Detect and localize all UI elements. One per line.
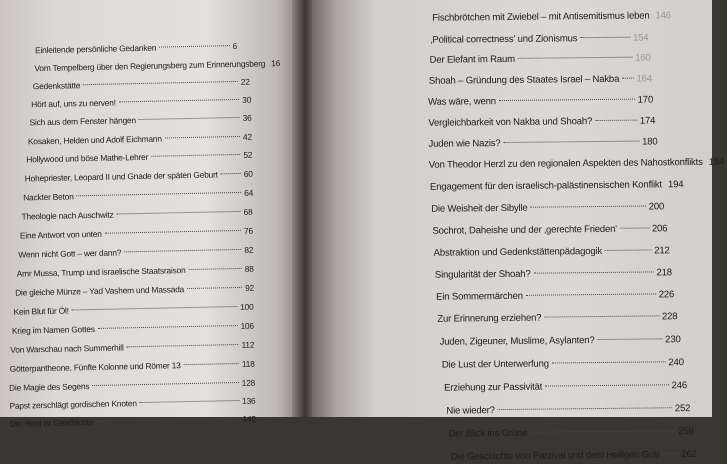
toc-entry: [434, 245, 670, 258]
toc-entry-title: Einleitende persönliche Gedanken: [35, 43, 156, 56]
toc-entry-title: Erziehung zur Passivität: [444, 382, 542, 394]
toc-entry-page: 228: [662, 311, 678, 322]
toc-entry: [446, 403, 690, 417]
toc-entry-title: Engagement für den israelisch-palästinensischen Konflikt: [430, 179, 662, 192]
toc-entry-page: 164: [636, 73, 652, 84]
toc-entry: [444, 380, 687, 394]
toc-entry: [451, 449, 697, 463]
toc-entry: [15, 283, 254, 298]
toc-entry-page: 42: [243, 132, 252, 142]
toc-entry-title: Shoah – Gründung des Staates Israel – Nakba: [429, 74, 619, 87]
toc-entry: [23, 188, 253, 203]
toc-entry-title: Sich aus dem Fenster hängen: [29, 115, 136, 127]
toc-entry-title: Theologie nach Auschwitz: [21, 210, 113, 222]
toc-entry: [429, 73, 652, 86]
left-page: [0, 0, 296, 417]
toc-entry-page: 82: [244, 245, 253, 255]
toc-entry-title: Wenn nicht Gott – wer dann?: [18, 247, 121, 259]
toc-entry: [21, 207, 252, 222]
dot-leader: [544, 315, 659, 317]
toc-entry-page: 240: [668, 357, 684, 368]
dot-leader: [77, 192, 242, 196]
toc-entry-page: 262: [681, 449, 697, 460]
toc-entry: [9, 396, 255, 411]
toc-entry-page: 118: [242, 359, 255, 369]
toc-entry-page: 218: [656, 267, 672, 278]
toc-entry-page: 246: [672, 380, 688, 391]
dot-leader: [498, 407, 672, 410]
dot-leader: [531, 206, 646, 208]
toc-entry-title: Kosaken, Helden und Adolf Eichmann: [28, 134, 162, 147]
toc-entry-title: Abstraktion und Gedenkstättenpädagogik: [434, 246, 603, 259]
dot-leader: [499, 99, 635, 101]
toc-entry-title: Hört auf, uns zu nerven!: [31, 98, 116, 110]
dot-leader: [159, 45, 229, 47]
toc-entry-page: 206: [652, 223, 668, 234]
toc-entry-title: Fischbrötchen mit Zwiebel – mit Antisemitismus leben: [432, 10, 649, 23]
toc-entry-page: 6: [232, 41, 237, 51]
dot-leader: [98, 325, 238, 329]
toc-entry-page: 252: [675, 403, 691, 414]
toc-entry-title: Juden, Zigeuner, Muslime, Asylanten?: [440, 335, 595, 348]
toc-entry-title: Juden wie Nazis?: [428, 138, 500, 150]
toc-entry-title: Die Magie des Segens: [9, 381, 89, 393]
toc-entry: [31, 95, 251, 110]
toc-entry-page: 60: [244, 169, 253, 179]
toc-entry: [440, 334, 681, 348]
toc-entry-title: Ein Sommermärchen: [436, 291, 523, 303]
toc-entry-title: Singularität der Shoah?: [435, 269, 531, 281]
toc-entry: [428, 115, 655, 128]
toc-entry-title: Kein Blut für Öl!: [13, 306, 68, 317]
toc-entry-page: 194: [668, 179, 684, 190]
table-of-contents-left: [0, 0, 305, 417]
toc-entry: [20, 226, 253, 241]
toc-entry-title: Krieg im Namen Gottes: [12, 324, 95, 336]
toc-entry-page: 88: [245, 264, 254, 274]
toc-entry-page: 184: [709, 157, 725, 168]
toc-entry: [436, 289, 674, 302]
dot-leader: [518, 57, 632, 59]
toc-entry: [430, 179, 662, 192]
toc-entry-page: 136: [242, 396, 256, 406]
toc-entry-page: 230: [665, 334, 681, 345]
dot-leader: [127, 344, 239, 347]
toc-entry: [12, 321, 254, 336]
toc-entry: [10, 340, 254, 355]
dot-leader: [622, 78, 633, 79]
toc-entry-page: 180: [642, 136, 658, 147]
dot-leader: [662, 453, 678, 454]
toc-entry: [448, 426, 693, 440]
toc-entry-page: 36: [242, 113, 251, 123]
dot-leader: [184, 363, 239, 365]
table-of-contents-right: [312, 0, 716, 417]
toc-entry-title: Die gleiche Münze – Yad Vashem und Massada: [15, 284, 184, 298]
toc-entry: [442, 357, 684, 371]
dot-leader: [188, 268, 241, 270]
toc-entry-title: Sochrot, Daheishe und der ‚gerechte Frieden': [432, 224, 617, 237]
toc-entry-page: 146: [655, 10, 671, 21]
dot-leader: [580, 37, 630, 39]
toc-entry: [33, 77, 250, 92]
toc-entry-page: 22: [241, 77, 250, 87]
dot-leader: [503, 141, 639, 143]
toc-entry: [435, 267, 672, 280]
toc-entry-page: 76: [244, 226, 253, 236]
toc-entry: [26, 150, 252, 165]
toc-entry: [18, 245, 253, 260]
toc-entry-page: 160: [635, 52, 651, 63]
toc-entry-title: Zur Erinnerung erziehen?: [437, 313, 541, 325]
dot-leader: [221, 173, 241, 174]
toc-entry-page: 200: [649, 201, 665, 212]
toc-entry: [432, 223, 667, 236]
toc-entry: [428, 94, 653, 107]
toc-entry-page: 64: [244, 188, 253, 198]
dot-leader: [545, 384, 668, 386]
toc-entry: [437, 311, 677, 325]
dot-leader: [117, 211, 241, 215]
dot-leader: [526, 293, 656, 295]
dot-leader: [620, 227, 649, 228]
toc-entry-title: Der Blick ins Grüne: [448, 428, 527, 440]
dot-leader: [83, 81, 238, 85]
toc-entry-page: 174: [640, 115, 656, 126]
dot-leader: [92, 382, 238, 386]
toc-entry-title: Der Elefant im Raum: [430, 54, 515, 66]
toc-entry-page: 100: [240, 302, 254, 312]
dot-leader: [187, 287, 242, 289]
dot-leader: [597, 338, 662, 340]
toc-entry-title: Eine Antwort von unten: [20, 229, 102, 241]
toc-entry-page: 170: [638, 94, 654, 105]
toc-entry-title: Die Weisheit der Sibylle: [431, 203, 527, 215]
toc-entry-page: 258: [678, 426, 694, 437]
toc-entry-title: Hohepriester, Leopard II und Gnade der späten Geburt: [25, 169, 218, 183]
toc-entry: [35, 41, 237, 55]
toc-entry: [430, 52, 651, 65]
toc-entry-title: ‚Political correctness' und Zionismus: [430, 33, 577, 46]
toc-entry-page: 106: [240, 321, 254, 331]
dot-leader: [534, 271, 654, 273]
toc-entry-title: Die Lust der Unterwerfung: [442, 359, 549, 371]
toc-entry: [29, 113, 251, 128]
toc-entry-title: Nackter Beton: [23, 191, 74, 202]
toc-entry-page: 154: [633, 32, 649, 43]
toc-entry: [17, 264, 254, 279]
dot-leader: [72, 306, 237, 310]
toc-entry-title: Papst zerschlägt gordischen Knoten: [9, 398, 136, 411]
toc-entry-title: Vergleichbarkeit von Nakba und Shoah?: [428, 116, 592, 129]
dot-leader: [151, 154, 240, 157]
toc-entry-page: 52: [243, 150, 252, 160]
toc-entry-title: Hollywood und böse Mathe-Lehrer: [26, 152, 148, 165]
toc-entry-title: Der Rest ist Geschichte: [10, 417, 94, 429]
dot-leader: [105, 230, 241, 234]
dot-leader: [140, 400, 239, 403]
toc-entry-page: 68: [243, 207, 252, 217]
toc-entry: [34, 59, 247, 73]
dot-leader: [530, 430, 675, 433]
dot-leader: [96, 418, 239, 422]
toc-entry-title: Götterpantheone, Fünfte Kolonne und Römer 13: [10, 360, 181, 374]
toc-entry: [10, 359, 255, 374]
dot-leader: [595, 120, 637, 121]
toc-entry-page: 112: [241, 340, 254, 350]
toc-entry: [428, 136, 657, 149]
dot-leader: [119, 99, 239, 103]
toc-entry-title: Gedenkstätte: [33, 80, 81, 91]
toc-entry-page: 142: [242, 414, 256, 424]
dot-leader: [139, 117, 240, 120]
toc-entry-page: 128: [242, 378, 256, 388]
toc-entry: [28, 132, 252, 147]
toc-entry: [9, 378, 255, 393]
toc-entry: [432, 11, 646, 24]
toc-entry: [13, 302, 253, 317]
toc-entry-title: Die Geschichte von Parzival und dem Heiligen Gral: [451, 449, 659, 462]
toc-entry-title: Von Theodor Herzl zu den regionalen Aspekten des Nahostkonflikts: [429, 157, 703, 171]
toc-entry-page: 226: [659, 289, 675, 300]
toc-entry-title: Vom Tempelberg über den Regierungsberg zum Erinnerungsberg: [34, 58, 265, 73]
toc-entry-title: Was wäre, wenn: [428, 96, 496, 108]
right-page: [312, 0, 712, 417]
toc-entry-page: 212: [654, 245, 670, 256]
toc-entry-page: 92: [245, 283, 254, 293]
toc-entry: [430, 32, 648, 45]
dot-leader: [552, 361, 666, 363]
toc-entry-title: Amr Mussa, Trump und israelische Staatsraison: [17, 265, 186, 279]
dot-leader: [124, 249, 241, 252]
dot-leader: [165, 136, 240, 139]
dot-leader: [605, 249, 651, 250]
toc-entry: [431, 201, 664, 214]
toc-entry-page: 30: [242, 95, 251, 105]
toc-entry-page: 16: [271, 58, 280, 68]
toc-entry-title: Nie wieder?: [446, 405, 495, 417]
toc-entry: [429, 157, 660, 170]
toc-entry-title: Von Warschau nach Summerhill: [10, 342, 123, 354]
toc-entry: [10, 414, 256, 429]
toc-entry: [25, 169, 253, 184]
